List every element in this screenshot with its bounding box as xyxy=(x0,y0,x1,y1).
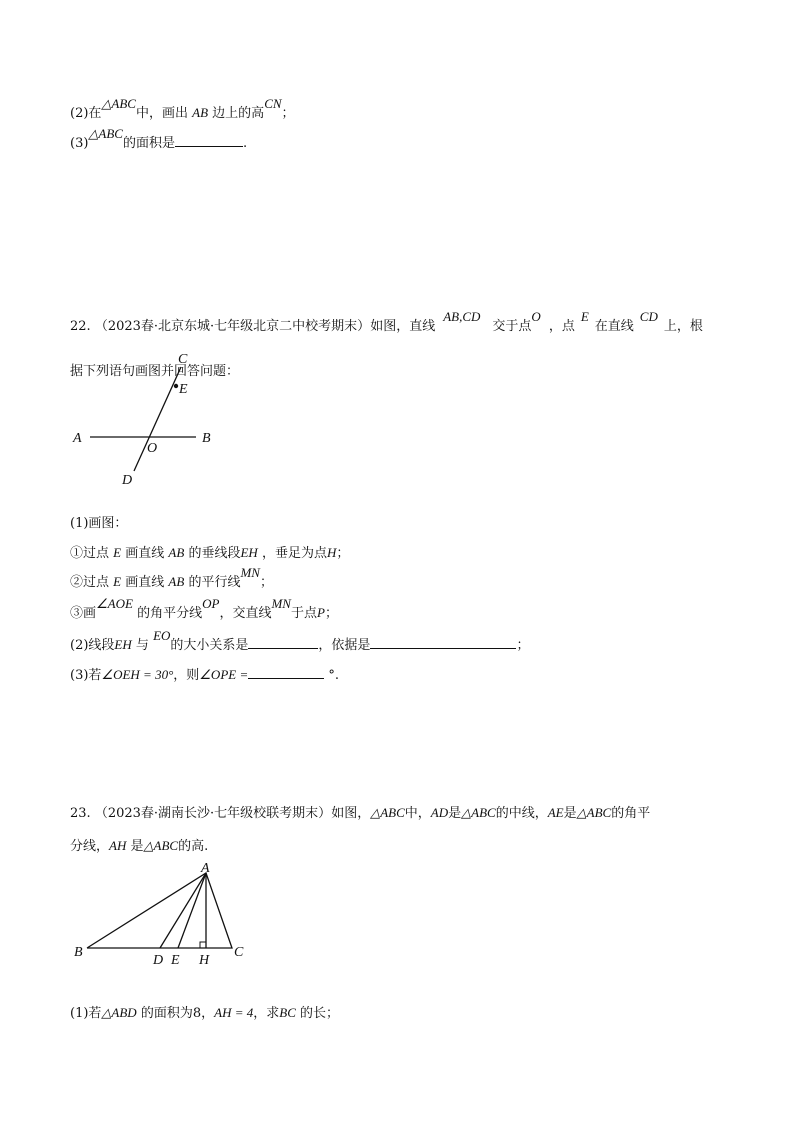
label-a: A xyxy=(201,861,210,876)
text: ； xyxy=(324,606,338,621)
math: △ABC xyxy=(461,805,496,820)
math: EH xyxy=(240,545,258,560)
math: AH = 4 xyxy=(214,1005,254,1020)
q23-figure xyxy=(74,861,244,968)
text: °. xyxy=(328,668,340,683)
label-d: D xyxy=(122,473,133,488)
math: MN xyxy=(271,596,291,611)
math: △ABD xyxy=(101,1005,137,1020)
text: 中， xyxy=(404,806,431,821)
q22-part1: (1)画图： xyxy=(70,516,128,531)
label-o: O xyxy=(147,441,158,456)
math: △ABC xyxy=(576,805,612,820)
text: ； xyxy=(259,575,273,590)
math: EH xyxy=(114,637,132,652)
math: OP xyxy=(202,596,220,611)
math: AH xyxy=(109,838,127,853)
math: H xyxy=(326,545,337,560)
math: AB xyxy=(168,574,185,589)
math: △ABC xyxy=(88,126,123,141)
question-source: （2023春·北京东城·七年级北京二中校考期末） xyxy=(94,319,371,334)
math: E xyxy=(113,574,122,589)
label-e: E xyxy=(171,953,180,968)
text: 的角平 xyxy=(611,806,651,821)
math: AE xyxy=(547,805,564,820)
text: (3)若 xyxy=(70,668,102,683)
text: (2)线段 xyxy=(70,638,115,653)
label-c: C xyxy=(234,945,244,960)
text: ③画 xyxy=(70,606,97,621)
math: AB,CD xyxy=(443,309,481,324)
text: ，垂足为点 xyxy=(261,546,327,561)
label-c: C xyxy=(178,352,188,367)
text: 的角平分线 xyxy=(137,606,203,621)
q22-step2 xyxy=(70,565,273,590)
math: △ABC xyxy=(101,96,136,111)
median-ad xyxy=(160,873,206,948)
math: AB xyxy=(192,105,209,120)
text: 如图，直线 xyxy=(370,319,436,334)
math: EO xyxy=(153,628,171,643)
text: ，依据是 xyxy=(318,638,371,653)
q23-line2 xyxy=(70,835,208,854)
math: AD xyxy=(430,805,449,820)
math: ∠OPE = xyxy=(199,667,249,682)
text: 是 xyxy=(448,806,462,821)
math: MN xyxy=(240,565,260,580)
text: ①过点 xyxy=(70,546,110,561)
q23-line1 xyxy=(70,802,650,821)
text: 的高. xyxy=(178,839,209,854)
math: E xyxy=(113,545,122,560)
answer-blank[interactable] xyxy=(370,636,516,649)
text: 的大小关系是 xyxy=(170,638,249,653)
q22-figure xyxy=(72,352,211,488)
math: E xyxy=(580,309,589,324)
math: P xyxy=(316,605,325,620)
point-e xyxy=(174,384,178,388)
text: 于点 xyxy=(290,606,317,621)
text: 的中线， xyxy=(495,806,548,821)
right-angle-mark xyxy=(200,942,206,948)
text: ； xyxy=(516,638,530,653)
text: ，则 xyxy=(173,668,200,683)
text: . xyxy=(243,136,248,151)
q22-line2: 据下列语句画图并回答问题： xyxy=(70,364,240,379)
answer-blank[interactable] xyxy=(248,666,324,679)
text: ②过点 xyxy=(70,575,110,590)
text: 画直线 xyxy=(125,575,165,590)
question-source: （2023春·湖南长沙·七年级校联考期末） xyxy=(94,806,332,821)
text: (3) xyxy=(70,136,89,151)
math: BC xyxy=(279,1005,296,1020)
question-number: 23. xyxy=(70,806,91,821)
text: 是 xyxy=(130,839,144,854)
text: 如图， xyxy=(331,806,371,821)
label-h: H xyxy=(199,953,210,968)
text: 画直线 xyxy=(125,546,165,561)
math: CD xyxy=(639,309,658,324)
text: 分线， xyxy=(70,839,110,854)
math: O xyxy=(531,309,541,324)
math: ∠OEH = 30° xyxy=(101,667,174,682)
text: ，交直线 xyxy=(219,606,272,621)
math: AB xyxy=(168,545,185,560)
text: 的长； xyxy=(300,1006,340,1021)
math: CN xyxy=(264,96,282,111)
q22-step3 xyxy=(70,596,338,621)
text: 交于点 xyxy=(492,319,532,334)
text: 的面积是 xyxy=(122,136,175,151)
text: ，点 xyxy=(548,319,575,334)
math: △ABC xyxy=(143,838,179,853)
q22-step1 xyxy=(70,542,349,561)
text: ； xyxy=(336,546,350,561)
q22-part3 xyxy=(70,664,339,683)
text: (2)在 xyxy=(70,106,102,121)
text: 的垂线段 xyxy=(188,546,241,561)
text: ，求 xyxy=(253,1006,280,1021)
label-d: D xyxy=(153,953,164,968)
line-cd xyxy=(134,367,181,471)
question-number: 22. xyxy=(70,319,91,334)
label-a: A xyxy=(73,431,82,446)
text: 上，根 xyxy=(663,319,703,334)
text: (1)若 xyxy=(70,1006,102,1021)
bisector-ae xyxy=(178,873,206,948)
text: 边上的高 xyxy=(212,106,265,121)
label-b: B xyxy=(74,945,83,960)
label-e: E xyxy=(179,382,188,397)
text: 在直线 xyxy=(594,319,634,334)
text: 的平行线 xyxy=(188,575,241,590)
answer-blank[interactable] xyxy=(248,636,318,649)
label-b: B xyxy=(202,431,211,446)
text: 的面积为8， xyxy=(140,1006,215,1021)
text: 中，画出 xyxy=(135,106,188,121)
q22-part2 xyxy=(70,628,530,653)
math: ∠AOE xyxy=(96,596,133,611)
math: △ABC xyxy=(370,805,405,820)
triangle-abc xyxy=(87,873,232,948)
text: 是 xyxy=(563,806,577,821)
text: ； xyxy=(281,106,295,121)
text: 与 xyxy=(135,638,149,653)
q23-part1 xyxy=(70,1002,339,1021)
